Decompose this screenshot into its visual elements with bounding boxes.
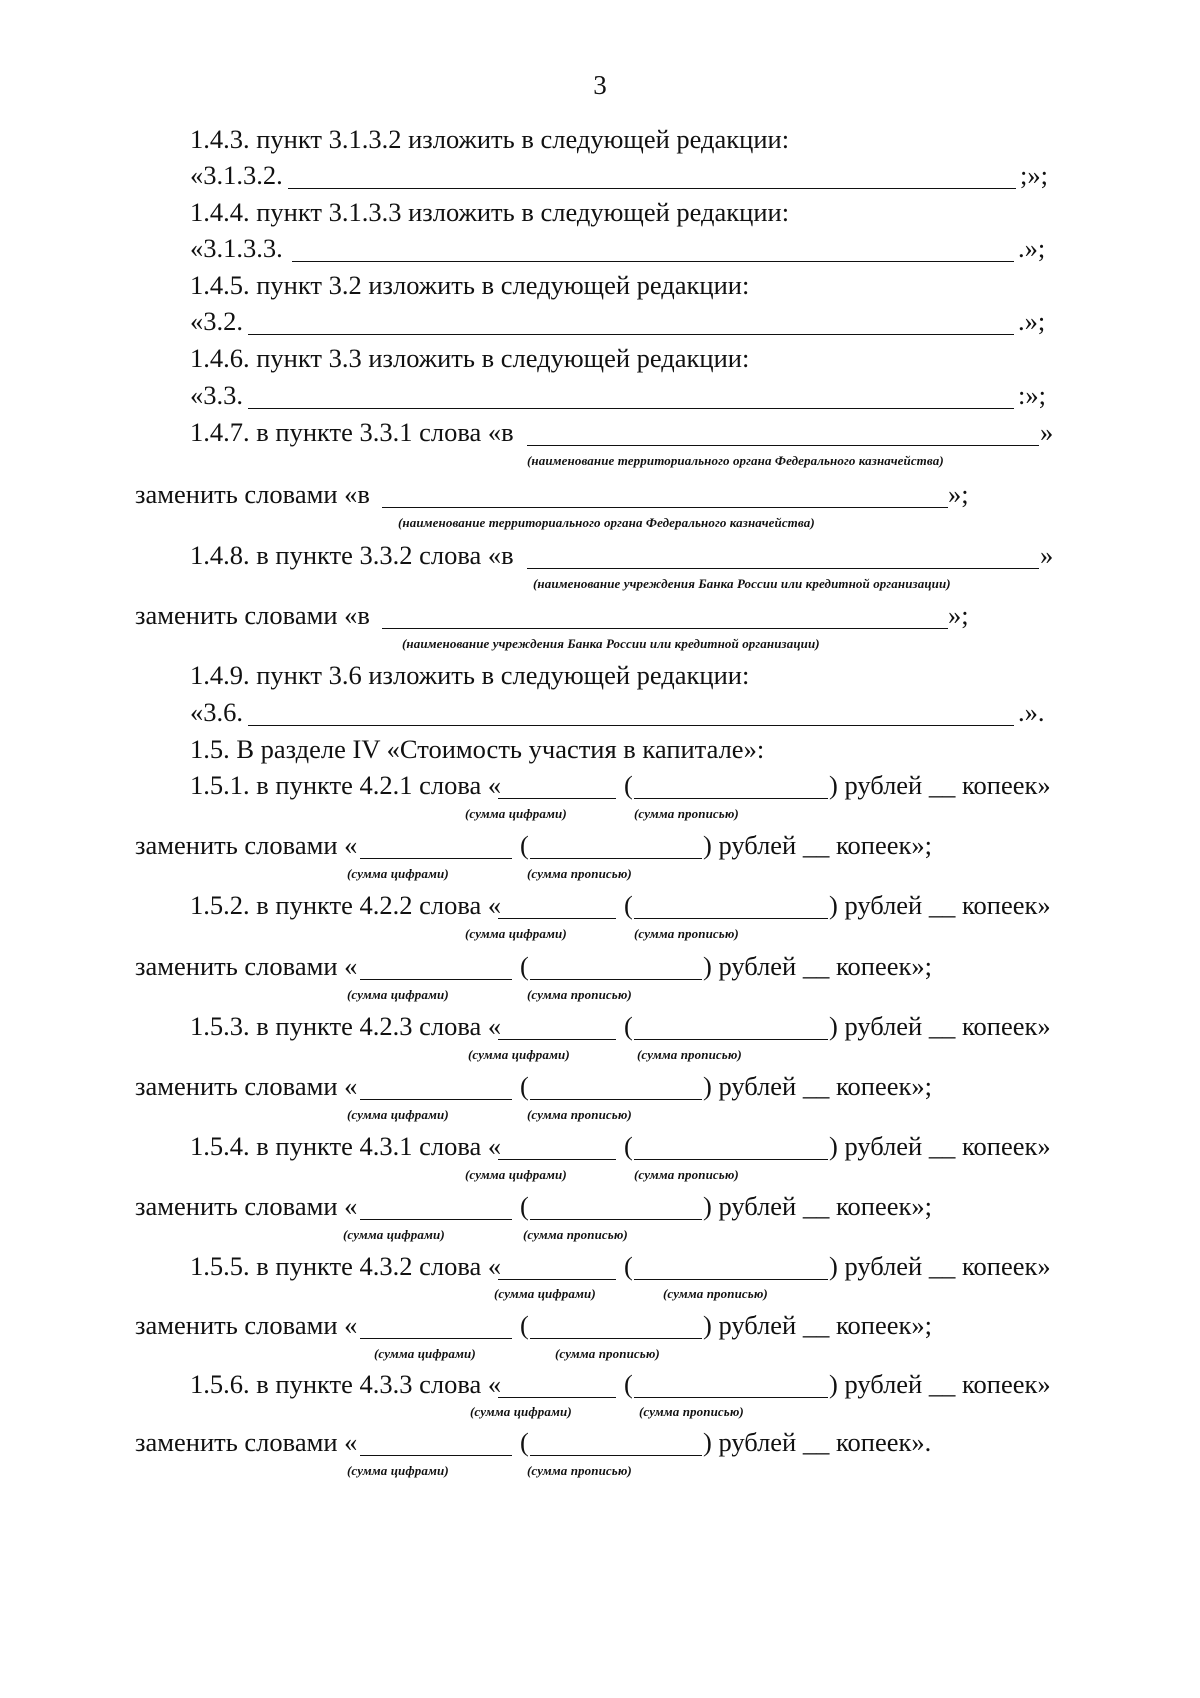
caption-words: (сумма прописью) [555, 1346, 660, 1361]
caption-digits: (сумма цифрами) [343, 1227, 445, 1242]
caption-words: (сумма прописью) [634, 806, 739, 821]
replace-text: заменить словами « [135, 830, 358, 860]
rub-kop-text: ) рублей __ копеек»; [703, 951, 932, 981]
blank-words [530, 1193, 702, 1220]
blank-words [634, 1133, 828, 1160]
clause-1-5-2: 1.5.2. в пункте 4.2.2 слова « [190, 890, 502, 920]
caption-digits: (сумма цифрами) [347, 866, 449, 881]
open-paren: ( [520, 830, 529, 860]
replace-text: заменить словами «в [135, 600, 370, 630]
blank-line [382, 481, 948, 508]
clause-1-4-5: 1.4.5. пункт 3.2 изложить в следующей редакции: [190, 270, 750, 300]
blank-digits [360, 1193, 512, 1220]
clause-suffix: :»; [1018, 380, 1046, 410]
blank-words [530, 1312, 702, 1339]
caption-digits: (сумма цифрами) [465, 926, 567, 941]
clause-1-4-3: 1.4.3. пункт 3.1.3.2 изложить в следующей редакции: [190, 124, 790, 154]
blank-words [634, 1013, 828, 1040]
clause-suffix: .»; [1018, 233, 1046, 263]
caption-words: (сумма прописью) [527, 1463, 632, 1478]
blank-digits [360, 953, 512, 980]
caption-treasury-body: (наименование территориального органа Федерального казначейства) [527, 453, 944, 468]
blank-words [634, 772, 828, 799]
page-number: 3 [593, 70, 607, 100]
blank-line [248, 382, 1014, 409]
caption-digits: (сумма цифрами) [347, 987, 449, 1002]
clause-1-5-4: 1.5.4. в пункте 4.3.1 слова « [190, 1131, 502, 1161]
blank-words [530, 953, 702, 980]
blank-digits [498, 1013, 616, 1040]
clause-prefix: «3.6. [190, 697, 243, 727]
caption-words: (сумма прописью) [634, 926, 739, 941]
clause-1-4-9: 1.4.9. пункт 3.6 изложить в следующей редакции: [190, 660, 750, 690]
clause-suffix: »; [948, 600, 969, 630]
replace-text: заменить словами « [135, 1427, 358, 1457]
open-paren: ( [520, 1427, 529, 1457]
blank-words [634, 1253, 828, 1280]
rub-kop-text: ) рублей __ копеек» [829, 770, 1051, 800]
blank-line [288, 162, 1016, 189]
clause-prefix: «3.1.3.3. [190, 233, 283, 263]
caption-words: (сумма прописью) [527, 866, 632, 881]
blank-digits [360, 1073, 512, 1100]
clause-suffix: » [1040, 417, 1054, 447]
caption-words: (сумма прописью) [637, 1047, 742, 1062]
caption-treasury-body: (наименование территориального органа Федерального казначейства) [398, 515, 815, 530]
replace-text: заменить словами « [135, 1310, 358, 1340]
blank-line [527, 542, 1039, 569]
blank-line [292, 235, 1014, 262]
open-paren: ( [520, 1310, 529, 1340]
replace-text: заменить словами «в [135, 479, 370, 509]
replace-text: заменить словами « [135, 951, 358, 981]
open-paren: ( [624, 1011, 633, 1041]
blank-words [634, 1371, 828, 1398]
rub-kop-text: ) рублей __ копеек» [829, 1251, 1051, 1281]
rub-kop-text: ) рублей __ копеек» [829, 890, 1051, 920]
caption-digits: (сумма цифрами) [465, 806, 567, 821]
rub-kop-text: ) рублей __ копеек» [829, 1011, 1051, 1041]
blank-words [530, 1073, 702, 1100]
caption-words: (сумма прописью) [663, 1286, 768, 1301]
blank-digits [360, 1429, 512, 1456]
caption-digits: (сумма цифрами) [494, 1286, 596, 1301]
clause-prefix: «3.2. [190, 306, 243, 336]
rub-kop-text: ) рублей __ копеек» [829, 1369, 1051, 1399]
clause-1-4-7: 1.4.7. в пункте 3.3.1 слова «в [190, 417, 514, 447]
blank-digits [498, 1253, 616, 1280]
caption-digits: (сумма цифрами) [347, 1463, 449, 1478]
blank-line [248, 308, 1014, 335]
clause-suffix: » [1040, 540, 1054, 570]
caption-words: (сумма прописью) [634, 1167, 739, 1182]
rub-kop-text: ) рублей __ копеек»; [703, 1191, 932, 1221]
open-paren: ( [624, 1251, 633, 1281]
clause-prefix: «3.3. [190, 380, 243, 410]
rub-kop-text: ) рублей __ копеек». [703, 1427, 932, 1457]
clause-1-5-1: 1.5.1. в пункте 4.2.1 слова « [190, 770, 502, 800]
caption-digits: (сумма цифрами) [374, 1346, 476, 1361]
blank-digits [498, 772, 616, 799]
open-paren: ( [624, 1131, 633, 1161]
caption-digits: (сумма цифрами) [347, 1107, 449, 1122]
open-paren: ( [520, 951, 529, 981]
clause-suffix: .». [1018, 697, 1045, 727]
caption-bank: (наименование учреждения Банка России или кредитной организации) [533, 576, 951, 591]
clause-suffix: »; [948, 479, 969, 509]
blank-digits [498, 1371, 616, 1398]
blank-line [382, 602, 948, 629]
rub-kop-text: ) рублей __ копеек»; [703, 1310, 932, 1340]
clause-1-5-3: 1.5.3. в пункте 4.2.3 слова « [190, 1011, 502, 1041]
blank-line [527, 419, 1039, 446]
caption-words: (сумма прописью) [639, 1404, 744, 1419]
blank-digits [498, 1133, 616, 1160]
clause-suffix: .»; [1018, 306, 1046, 336]
caption-digits: (сумма цифрами) [470, 1404, 572, 1419]
caption-digits: (сумма цифрами) [468, 1047, 570, 1062]
blank-digits [360, 832, 512, 859]
clause-1-5-6: 1.5.6. в пункте 4.3.3 слова « [190, 1369, 502, 1399]
clause-prefix: «3.1.3.2. [190, 160, 283, 190]
open-paren: ( [624, 770, 633, 800]
rub-kop-text: ) рублей __ копеек»; [703, 830, 932, 860]
caption-words: (сумма прописью) [523, 1227, 628, 1242]
blank-digits [360, 1312, 512, 1339]
blank-words [530, 1429, 702, 1456]
open-paren: ( [624, 1369, 633, 1399]
blank-words [634, 892, 828, 919]
replace-text: заменить словами « [135, 1071, 358, 1101]
clause-suffix: ;»; [1020, 160, 1048, 190]
clause-1-4-6: 1.4.6. пункт 3.3 изложить в следующей редакции: [190, 343, 750, 373]
rub-kop-text: ) рублей __ копеек» [829, 1131, 1051, 1161]
caption-words: (сумма прописью) [527, 987, 632, 1002]
open-paren: ( [624, 890, 633, 920]
replace-text: заменить словами « [135, 1191, 358, 1221]
open-paren: ( [520, 1191, 529, 1221]
blank-digits [498, 892, 616, 919]
blank-line [248, 699, 1014, 726]
caption-words: (сумма прописью) [527, 1107, 632, 1122]
clause-1-4-4: 1.4.4. пункт 3.1.3.3 изложить в следующей редакции: [190, 197, 790, 227]
blank-words [530, 832, 702, 859]
caption-bank: (наименование учреждения Банка России или кредитной организации) [402, 636, 820, 651]
open-paren: ( [520, 1071, 529, 1101]
clause-1-5-5: 1.5.5. в пункте 4.3.2 слова « [190, 1251, 502, 1281]
rub-kop-text: ) рублей __ копеек»; [703, 1071, 932, 1101]
caption-digits: (сумма цифрами) [465, 1167, 567, 1182]
clause-1-4-8: 1.4.8. в пункте 3.3.2 слова «в [190, 540, 514, 570]
section-1-5: 1.5. В разделе IV «Стоимость участия в капитале»: [190, 734, 765, 764]
